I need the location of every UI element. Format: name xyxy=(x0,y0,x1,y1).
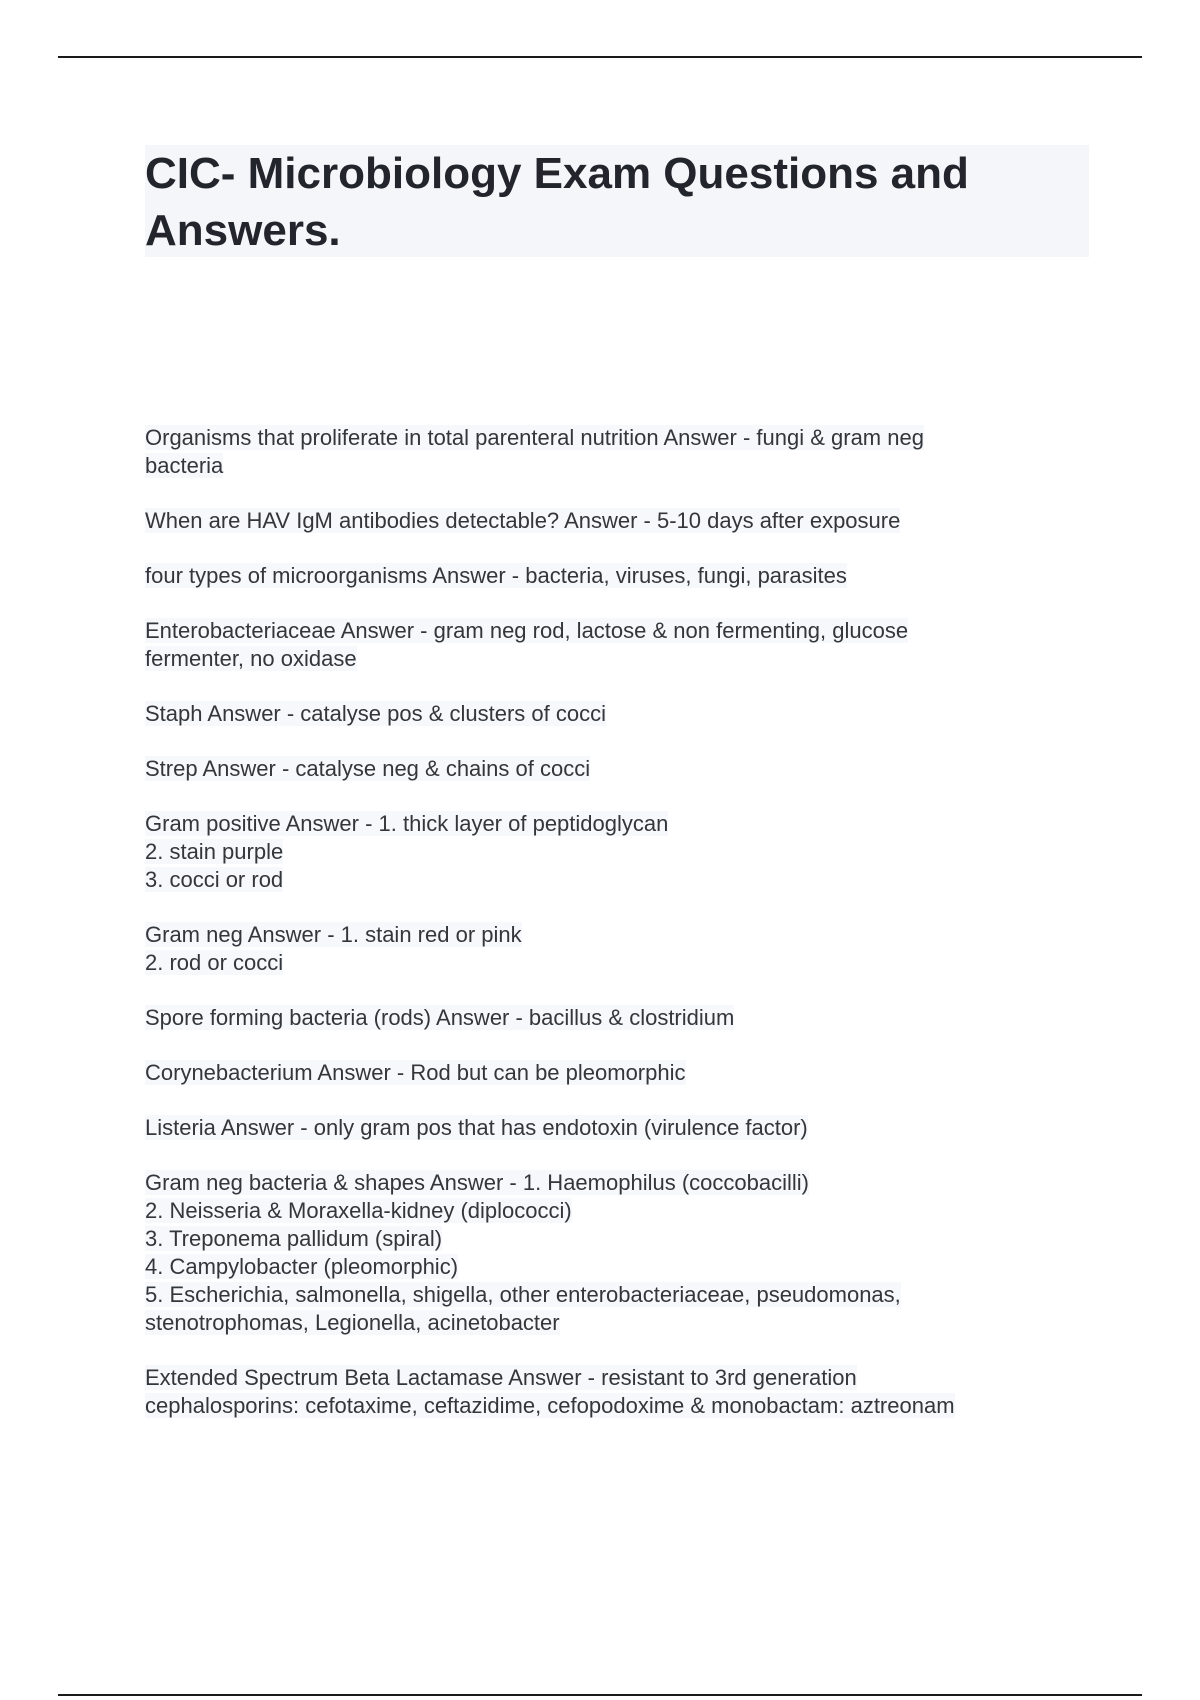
title-line: Answers. xyxy=(145,206,341,255)
qa-item xyxy=(145,562,1045,590)
qa-line xyxy=(145,424,1045,452)
title-block xyxy=(145,145,1089,257)
qa-item xyxy=(145,921,1045,977)
qa-line xyxy=(145,1364,1045,1392)
qa-line-text: When are HAV IgM antibodies detectable? Answer - 5-10 days after exposure xyxy=(145,508,901,533)
qa-line xyxy=(145,921,1045,949)
qa-line xyxy=(145,1004,1045,1032)
qa-item xyxy=(145,1059,1045,1087)
qa-list xyxy=(145,424,1045,1447)
qa-line xyxy=(145,1197,1045,1225)
qa-line-text: 3. cocci or rod xyxy=(145,867,284,892)
qa-line-text: 2. Neisseria & Moraxella-kidney (diplococci) xyxy=(145,1198,572,1223)
qa-item xyxy=(145,1169,1045,1337)
qa-line xyxy=(145,645,1045,673)
qa-line xyxy=(145,838,1045,866)
qa-line xyxy=(145,1059,1045,1087)
qa-line-text: four types of microorganisms Answer - bacteria, viruses, fungi, parasites xyxy=(145,563,847,588)
qa-line xyxy=(145,1309,1045,1337)
qa-line xyxy=(145,700,1045,728)
qa-line-text: 2. stain purple xyxy=(145,839,284,864)
top-rule xyxy=(58,56,1142,58)
qa-line-text: Spore forming bacteria (rods) Answer - bacillus & clostridium xyxy=(145,1005,735,1030)
qa-item xyxy=(145,810,1045,894)
qa-line-text: Listeria Answer - only gram pos that has endotoxin (virulence factor) xyxy=(145,1115,808,1140)
qa-item xyxy=(145,617,1045,673)
qa-line-text: Gram positive Answer - 1. thick layer of peptidoglycan xyxy=(145,811,669,836)
qa-line-text: 5. Escherichia, salmonella, shigella, other enterobacteriaceae, pseudomonas, xyxy=(145,1282,901,1307)
qa-line-text: 4. Campylobacter (pleomorphic) xyxy=(145,1254,459,1279)
qa-item xyxy=(145,424,1045,480)
qa-line xyxy=(145,810,1045,838)
qa-line xyxy=(145,1281,1045,1309)
qa-item xyxy=(145,1004,1045,1032)
qa-line xyxy=(145,1169,1045,1197)
qa-line-text: bacteria xyxy=(145,453,224,478)
qa-item xyxy=(145,755,1045,783)
qa-line xyxy=(145,1114,1045,1142)
qa-item xyxy=(145,700,1045,728)
qa-item xyxy=(145,507,1045,535)
qa-line xyxy=(145,617,1045,645)
qa-line xyxy=(145,1253,1045,1281)
qa-line-text: 3. Treponema pallidum (spiral) xyxy=(145,1226,443,1251)
qa-line xyxy=(145,755,1045,783)
qa-line-text: Extended Spectrum Beta Lactamase Answer - resistant to 3rd generation xyxy=(145,1365,857,1390)
qa-item xyxy=(145,1364,1045,1420)
qa-line-text: Gram neg Answer - 1. stain red or pink xyxy=(145,922,522,947)
qa-line xyxy=(145,866,1045,894)
qa-line-text: cephalosporins: cefotaxime, ceftazidime, cefopodoxime & monobactam: aztreonam xyxy=(145,1393,955,1418)
qa-line xyxy=(145,1225,1045,1253)
qa-line-text: Strep Answer - catalyse neg & chains of cocci xyxy=(145,756,591,781)
bottom-rule xyxy=(58,1694,1142,1696)
qa-line-text: Staph Answer - catalyse pos & clusters of cocci xyxy=(145,701,606,726)
qa-line-text: Enterobacteriaceae Answer - gram neg rod, lactose & non fermenting, glucose xyxy=(145,618,909,643)
qa-line-text: Corynebacterium Answer - Rod but can be pleomorphic xyxy=(145,1060,686,1085)
qa-line xyxy=(145,507,1045,535)
qa-line xyxy=(145,949,1045,977)
qa-line xyxy=(145,452,1045,480)
qa-line-text: Organisms that proliferate in total parenteral nutrition Answer - fungi & gram neg xyxy=(145,425,924,450)
qa-line-text: 2. rod or cocci xyxy=(145,950,284,975)
qa-line-text: Gram neg bacteria & shapes Answer - 1. Haemophilus (coccobacilli) xyxy=(145,1170,809,1195)
qa-item xyxy=(145,1114,1045,1142)
qa-line-text: fermenter, no oxidase xyxy=(145,646,357,671)
qa-line xyxy=(145,1392,1045,1420)
title-line: CIC- Microbiology Exam Questions and xyxy=(145,149,969,198)
page-title xyxy=(145,145,1089,259)
qa-line xyxy=(145,562,1045,590)
qa-line-text: stenotrophomas, Legionella, acinetobacter xyxy=(145,1310,560,1335)
